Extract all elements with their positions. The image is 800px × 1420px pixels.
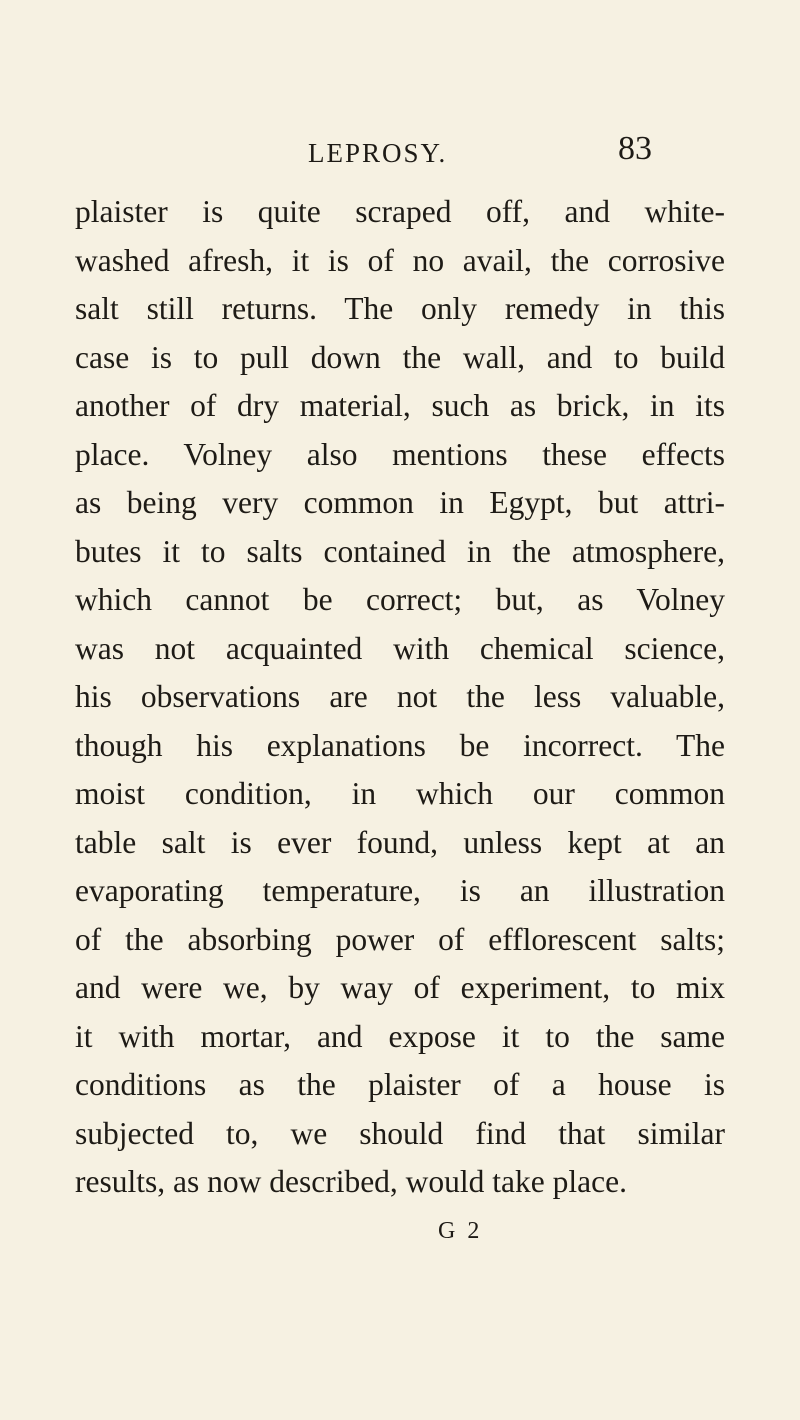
body-paragraph	[75, 188, 725, 1207]
text-line: of the absorbing power of efflorescent salts;	[75, 921, 725, 957]
running-head-title: LEPROSY.	[308, 138, 448, 168]
page-number: 83	[618, 130, 652, 167]
text-line: table salt is ever found, unless kept at an	[75, 824, 725, 860]
text-line: place. Volney also mentions these effects	[75, 436, 725, 472]
text-line: evaporating temperature, is an illustration	[75, 873, 725, 908]
text-line: and were we, by way of experiment, to mix	[75, 970, 725, 1005]
text-line: it with mortar, and expose it to the same	[75, 1018, 725, 1054]
text-line: as being very common in Egypt, but attri-	[75, 485, 725, 520]
text-line: another of dry material, such as brick, in its	[75, 388, 725, 423]
text-line: was not acquainted with chemical science,	[75, 630, 725, 666]
signature-mark: G 2	[438, 1218, 483, 1244]
text-line: results, as now described, would take place.	[75, 1164, 627, 1199]
text-line: moist condition, in which our common	[75, 776, 725, 811]
text-line: subjected to, we should find that similar	[75, 1115, 725, 1151]
text-line: his observations are not the less valuable,	[75, 679, 725, 714]
text-line: which cannot be correct; but, as Volney	[75, 582, 725, 617]
text-line: though his explanations be incorrect. The	[75, 727, 725, 763]
text-line: plaister is quite scraped off, and white-	[75, 194, 725, 229]
text-line: case is to pull down the wall, and to build	[75, 339, 725, 375]
text-line: conditions as the plaister of a house is	[75, 1067, 725, 1102]
text-line: butes it to salts contained in the atmosphere,	[75, 533, 725, 569]
text-line: salt still returns. The only remedy in this	[75, 291, 725, 326]
text-line: washed afresh, it is of no avail, the corrosive	[75, 242, 725, 278]
